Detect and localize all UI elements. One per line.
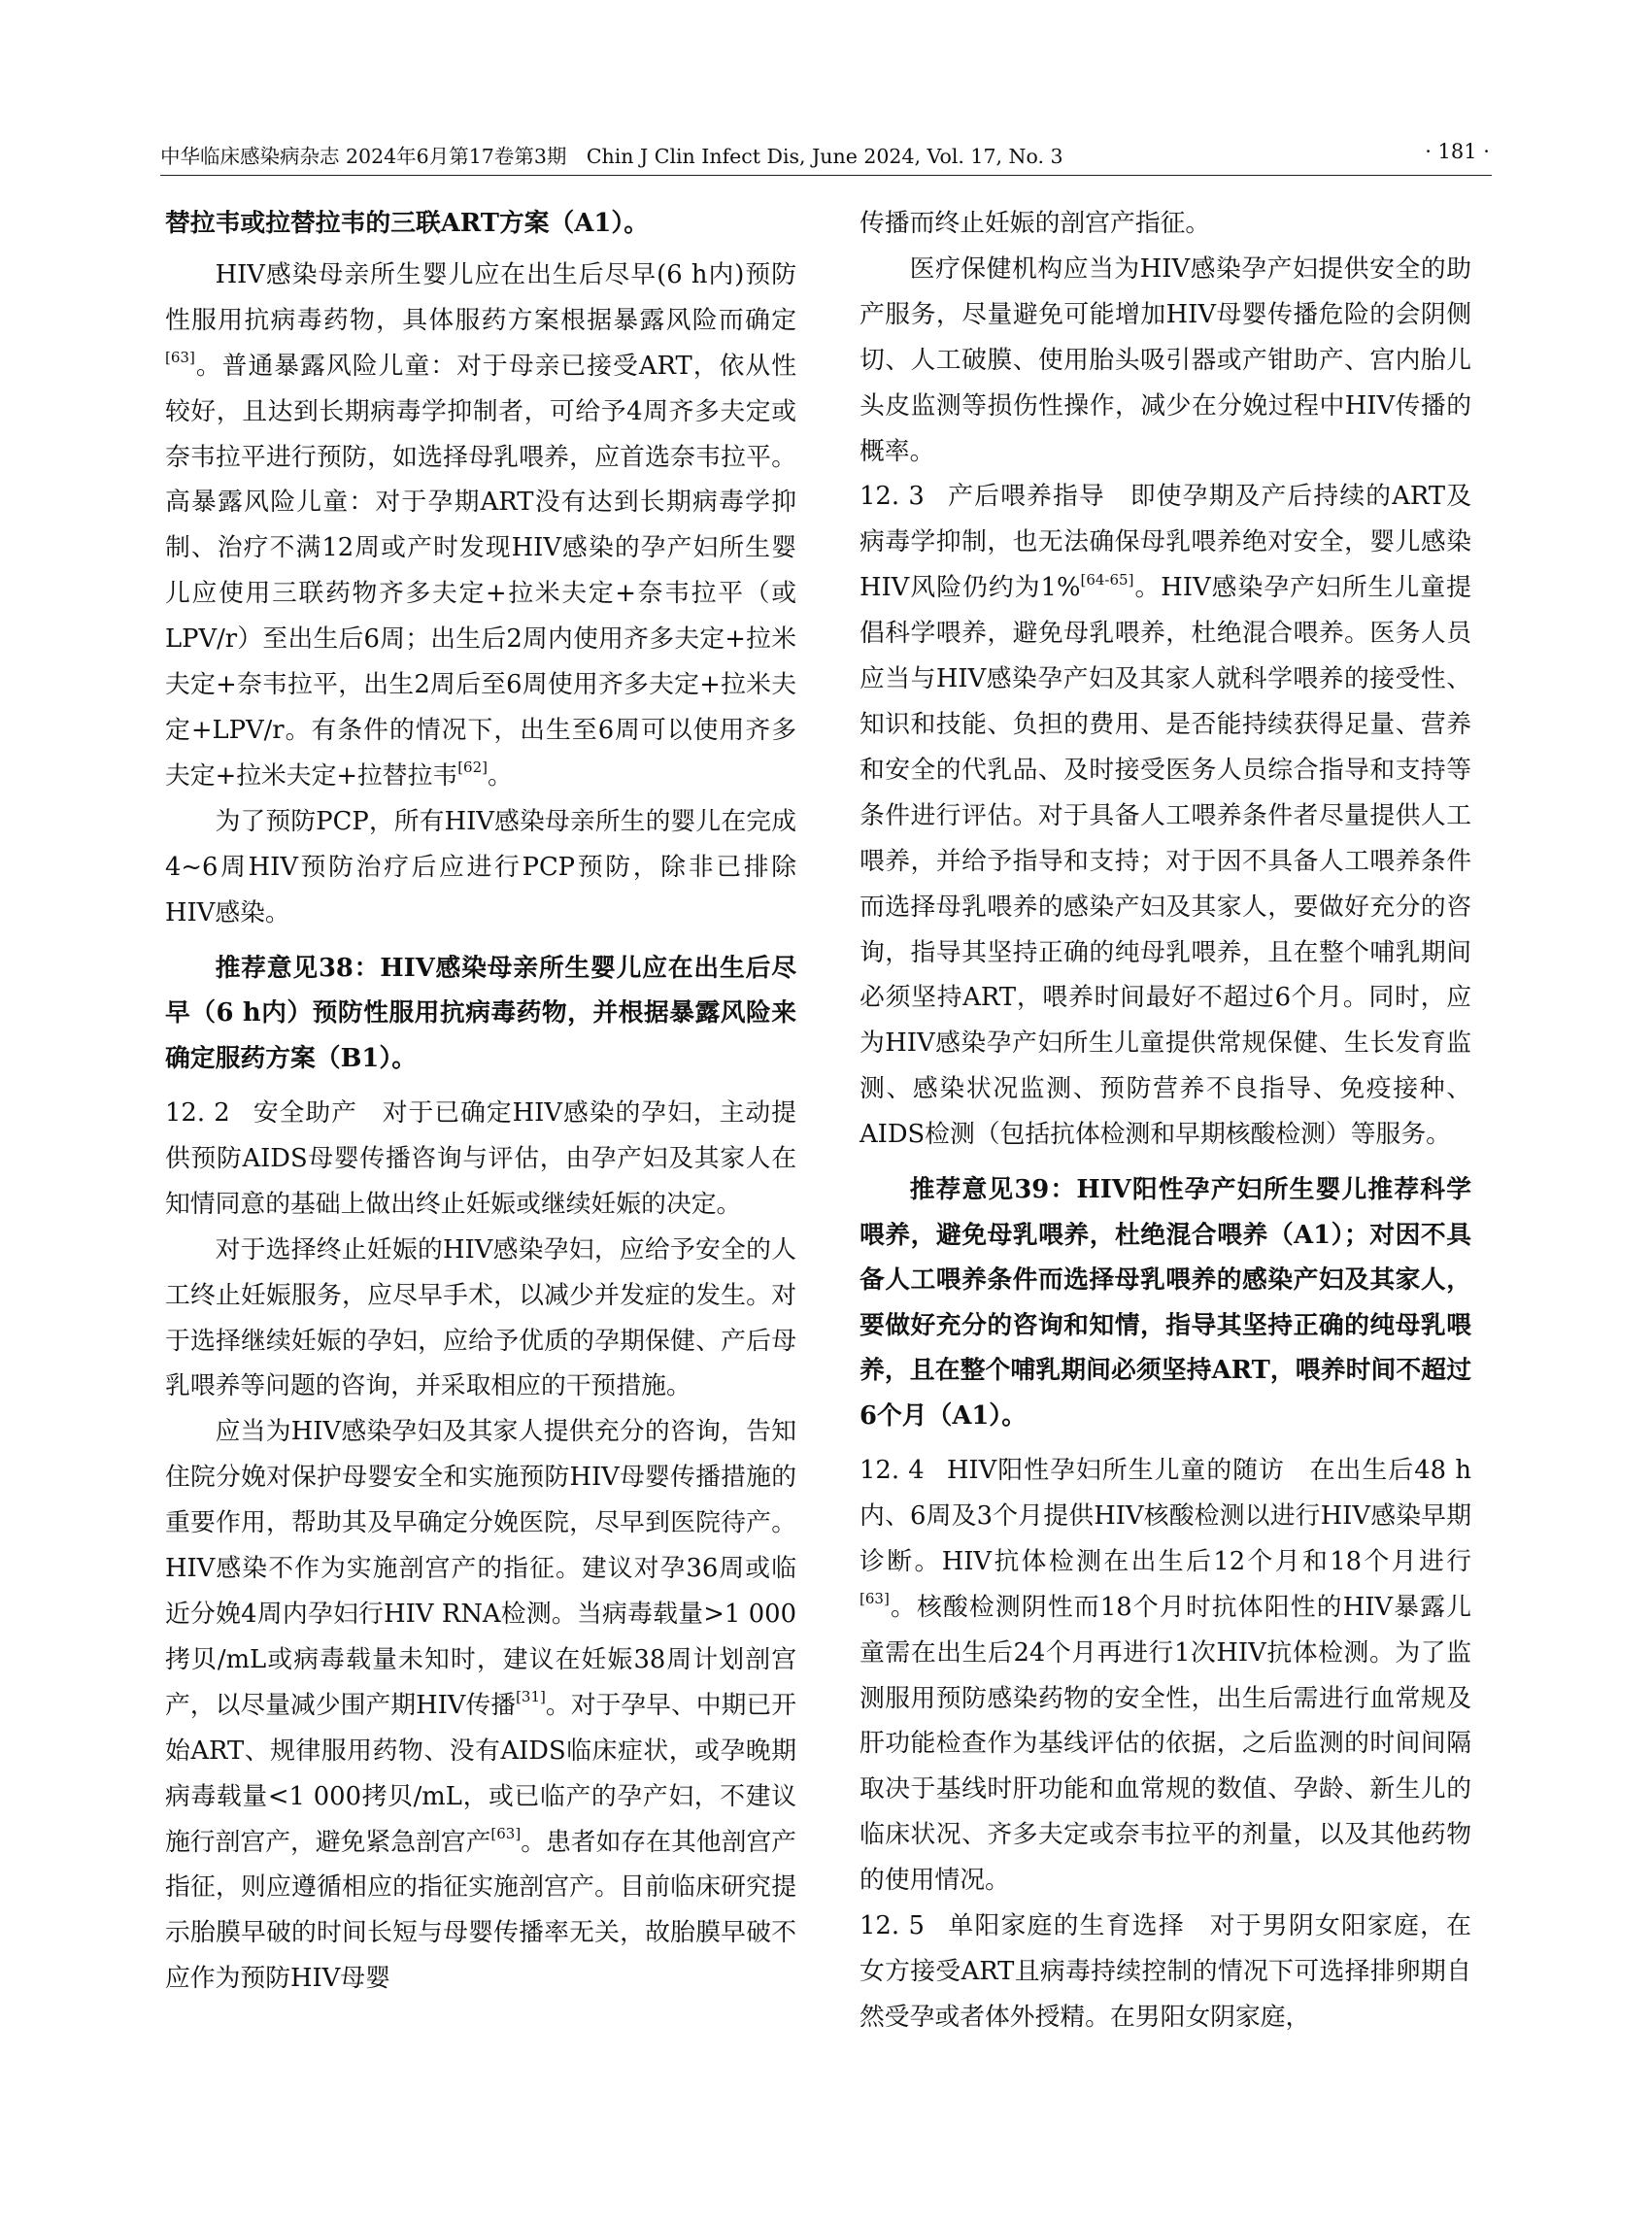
citation-ref: [62] (457, 759, 488, 777)
citation-ref: [63] (860, 1590, 890, 1608)
paragraph-pcp-prevention: 为了预防PCP，所有HIV感染母亲所生的婴儿在完成4~6周HIV预防治疗后应进行PCP预防，除非已排除HIV感染。 (165, 806, 796, 927)
section-12-2: 12. 2 安全助产 对于已确定HIV感染的孕妇，主动提供预防AIDS母婴传播咨询与评估，由孕产妇及其家人在知情同意的基础上做出终止妊娠或继续妊娠的决定。 (165, 1098, 796, 1219)
paragraph-safe-midwifery: 医疗保健机构应当为HIV感染孕产妇提供安全的助产服务，尽量避免可能增加HIV母婴传播危险的会阴侧切、人工破膜、使用胎头吸引器或产钳助产、宫内胎儿头皮监测等损伤性操作，减少在分娩过程中HIV传播的概率。 (860, 253, 1471, 466)
journal-citation: 中华临床感染病杂志 2024年6月第17卷第3期 Chin J Clin Infect Dis, June 2024, Vol. 17, No. 3 (160, 145, 1063, 168)
running-header (160, 136, 1492, 176)
section-title: 单阳家庭的生育选择 (947, 1911, 1185, 1941)
section-number: 12. 4 (860, 1456, 925, 1486)
paragraph-continuation: 替拉韦或拉替拉韦的三联ART方案（A1）。 (165, 209, 650, 238)
section-title: HIV阳性孕妇所生儿童的随访 (946, 1456, 1285, 1486)
section-12-4: 12. 4 HIV阳性孕妇所生儿童的随访 在出生后48 h内、6周及3个月提供HIV核酸检测以进行HIV感染早期诊断。HIV抗体检测在出生后12个月和18个月进行[63]。核酸检测阴性而18个月时抗体阳性的HIV暴露儿童需在出生后24个月再进行1次HIV抗体检测。为了监测服用预防感染药物的安全性，出生后需进行血常规及肝功能检查作为基线评估的依据，之后监测的时间间隔取决于基线时肝功能和血常规的数值、孕龄、新生儿的临床状况、齐多夫定或奈韦拉平的剂量，以及其他药物的使用情况。 (860, 1456, 1471, 1896)
recommendation-38: 推荐意见38：HIV感染母亲所生婴儿应在出生后尽早（6 h内）预防性服用抗病毒药物，并根据暴露风险来确定服药方案（B1）。 (165, 953, 796, 1073)
section-title: 安全助产 (252, 1098, 357, 1128)
right-column (860, 201, 1471, 2040)
paragraph-infant-prophylaxis: HIV感染母亲所生婴儿应在出生后尽早(6 h内)预防性服用抗病毒药物，具体服药方案根据暴露风险而确定[63]。普通暴露风险儿童：对于母亲已接受ART，依从性较好，且达到长期病毒学抑制者，可给予4周齐多夫定或奈韦拉平进行预防，如选择母乳喂养，应首选奈韦拉平。高暴露风险儿童：对于孕期ART没有达到长期病毒学抑制、治疗不满12周或产时发现HIV感染的孕产妇所生婴儿应使用三联药物齐多夫定+拉米夫定+奈韦拉平（或LPV/r）至出生后6周；出生后2周内使用齐多夫定+拉米夫定+奈韦拉平，出生2周后至6周使用齐多夫定+拉米夫定+LPV/r。有条件的情况下，出生至6周可以使用齐多夫定+拉米夫定+拉替拉韦[62]。 (165, 259, 796, 791)
section-title: 产后喂养指导 (947, 482, 1105, 512)
section-number: 12. 5 (860, 1911, 925, 1941)
section-12-3: 12. 3 产后喂养指导 即使孕期及产后持续的ART及病毒学抑制，也无法确保母乳喂养绝对安全，婴儿感染HIV风险仍约为1%[64-65]。HIV感染孕产妇所生儿童提倡科学喂养，避免母乳喂养，杜绝混合喂养。医务人员应当与HIV感染孕产妇及其家人就科学喂养的接受性、知识和技能、负担的费用、是否能持续获得足量、营养和安全的代乳品、及时接受医务人员综合指导和支持等条件进行评估。对于具备人工喂养条件者尽量提供人工喂养，并给予指导和支持；对于因不具备人工喂养条件而选择母乳喂养的感染产妇及其家人，要做好充分的咨询，指导其坚持正确的纯母乳喂养，且在整个哺乳期间必须坚持ART，喂养时间最好不超过6个月。同时，应为HIV感染孕产妇所生儿童提供常规保健、生长发育监测、感染状况监测、预防营养不良指导、免疫接种、AIDS检测（包括抗体检测和早期核酸检测）等服务。 (860, 482, 1471, 1150)
citation-ref: [63] (490, 1824, 522, 1842)
citation-ref: [31] (516, 1688, 546, 1706)
recommendation-39: 推荐意见39：HIV阳性孕产妇所生婴儿推荐科学喂养，避免母乳喂养，杜绝混合喂养（A1）；对因不具备人工喂养条件而选择母乳喂养的感染产妇及其家人，要做好充分的咨询和知情，指导其坚持正确的纯母乳喂养，且在整个哺乳期间必须坚持ART，喂养时间不超过6个月（A1）。 (860, 1175, 1471, 1431)
section-12-5: 12. 5 单阳家庭的生育选择 对于男阴女阳家庭，在女方接受ART且病毒持续控制的情况下可选择排卵期自然受孕或者体外授精。在男阳女阴家庭， (860, 1911, 1471, 2032)
paragraph-termination: 对于选择终止妊娠的HIV感染孕妇，应给予安全的人工终止妊娠服务，应尽早手术，以减少并发症的发生。对于选择继续妊娠的孕妇，应给予优质的孕期保健、产后母乳喂养等问题的咨询，并采取相应的干预措施。 (165, 1234, 796, 1401)
section-number: 12. 3 (860, 482, 925, 512)
left-column (165, 201, 796, 2002)
paragraph-delivery-counseling: 应当为HIV感染孕妇及其家人提供充分的咨询，告知住院分娩对保护母婴安全和实施预防HIV母婴传播措施的重要作用，帮助其及早确定分娩医院，尽早到医院待产。HIV感染不作为实施剖宫产的指征。建议对孕36周或临近分娩4周内孕妇行HIV RNA检测。当病毒载量>1 000拷贝/mL或病毒载量未知时，建议在妊娠38周计划剖宫产，以尽量减少围产期HIV传播[31]。对于孕早、中期已开始ART、规律服用药物、没有AIDS临床症状，或孕晚期病毒载量<1 000拷贝/mL，或已临产的孕产妇，不建议施行剖宫产，避免紧急剖宫产[63]。患者如存在其他剖宫产指征，则应遵循相应的指征实施剖宫产。目前临床研究提示胎膜早破的时间长短与母婴传播率无关，故胎膜早破不应作为预防HIV母婴 (165, 1417, 796, 1994)
citation-ref: [64-65] (1080, 570, 1134, 589)
section-number: 12. 2 (165, 1098, 230, 1128)
citation-ref: [63] (165, 349, 195, 367)
paragraph-continuation: 传播而终止妊娠的剖宫产指征。 (860, 209, 1211, 238)
page-number: · 181 · (1425, 140, 1490, 163)
